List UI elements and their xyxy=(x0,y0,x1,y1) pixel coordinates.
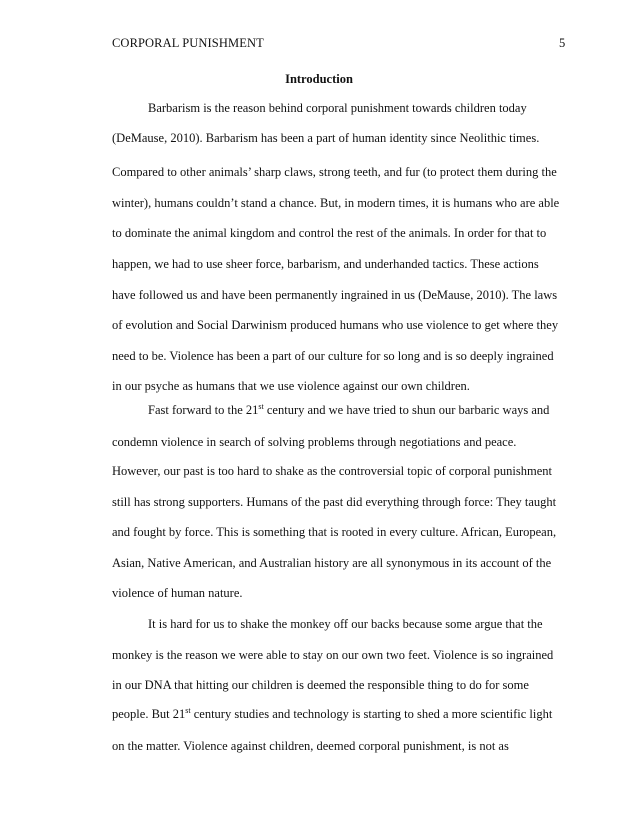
paragraph-3-line-4-pre: people. But 21 xyxy=(112,707,186,721)
paragraph-3-line-5: on the matter. Violence against children, deemed corporal punishment, is not as xyxy=(112,739,509,753)
paragraph-3-line-4 xyxy=(112,706,552,722)
paragraph-1-line-7: have followed us and have been permanently ingrained in us (DeMause, 2010). The laws xyxy=(112,288,558,302)
paragraph-2-line-1-post: century and we have tried to shun our barbaric ways and xyxy=(263,403,550,417)
paragraph-1-line-2: (DeMause, 2010). Barbarism has been a part of human identity since Neolithic times. xyxy=(112,131,540,145)
paragraph-2-line-3: However, our past is too hard to shake as the controversial topic of corporal punishment xyxy=(112,464,553,478)
paragraph-2-line-1-pre: Fast forward to the 21 xyxy=(148,403,259,417)
paragraph-1-line-6: happen, we had to use sheer force, barbarism, and underhanded tactics. These actions xyxy=(112,257,539,271)
ordinal-suffix: st xyxy=(258,401,264,411)
paragraph-3-line-4-post: century studies and technology is starting to shed a more scientific light xyxy=(190,707,553,721)
paragraph-2-line-7: violence of human nature. xyxy=(112,586,243,600)
paragraph-2-line-2: condemn violence in search of solving problems through negotiations and peace. xyxy=(112,435,517,449)
paragraph-1-line-3: Compared to other animals’ sharp claws, strong teeth, and fur (to protect them during the xyxy=(112,165,557,179)
paragraph-3-line-3: in our DNA that hitting our children is deemed the responsible thing to do for some xyxy=(112,678,529,692)
paragraph-2-line-5: and fought by force. This is something that is rooted in every culture. African, European, xyxy=(112,525,557,539)
paragraph-2-line-6: Asian, Native American, and Australian history are all synonymous in its account of the xyxy=(112,556,552,570)
paragraph-1-line-8: of evolution and Social Darwinism produced humans who use violence to get where they xyxy=(112,318,559,332)
section-heading: Introduction xyxy=(285,72,353,86)
paragraph-3-line-1: It is hard for us to shake the monkey off our backs because some argue that the xyxy=(148,617,543,631)
page-number: 5 xyxy=(559,36,566,50)
paragraph-2-line-4: still has strong supporters. Humans of the past did everything through force: They taught xyxy=(112,495,557,509)
paragraph-1-line-1: Barbarism is the reason behind corporal punishment towards children today xyxy=(148,101,527,115)
paragraph-1-line-4: winter), humans couldn’t stand a chance. But, in modern times, it is humans who are able xyxy=(112,196,560,210)
running-head: CORPORAL PUNISHMENT xyxy=(112,36,264,50)
ordinal-suffix: st xyxy=(185,705,191,715)
paragraph-1-line-9: need to be. Violence has been a part of our culture for so long and is so deeply ingrained xyxy=(112,349,554,363)
paragraph-2-line-1 xyxy=(148,402,549,418)
paragraph-3-line-2: monkey is the reason we were able to stay on our own two feet. Violence is so ingrained xyxy=(112,648,554,662)
paragraph-1-line-5: to dominate the animal kingdom and control the rest of the animals. In order for that to xyxy=(112,226,547,240)
paragraph-1-line-10: in our psyche as humans that we use violence against our own children. xyxy=(112,379,470,393)
